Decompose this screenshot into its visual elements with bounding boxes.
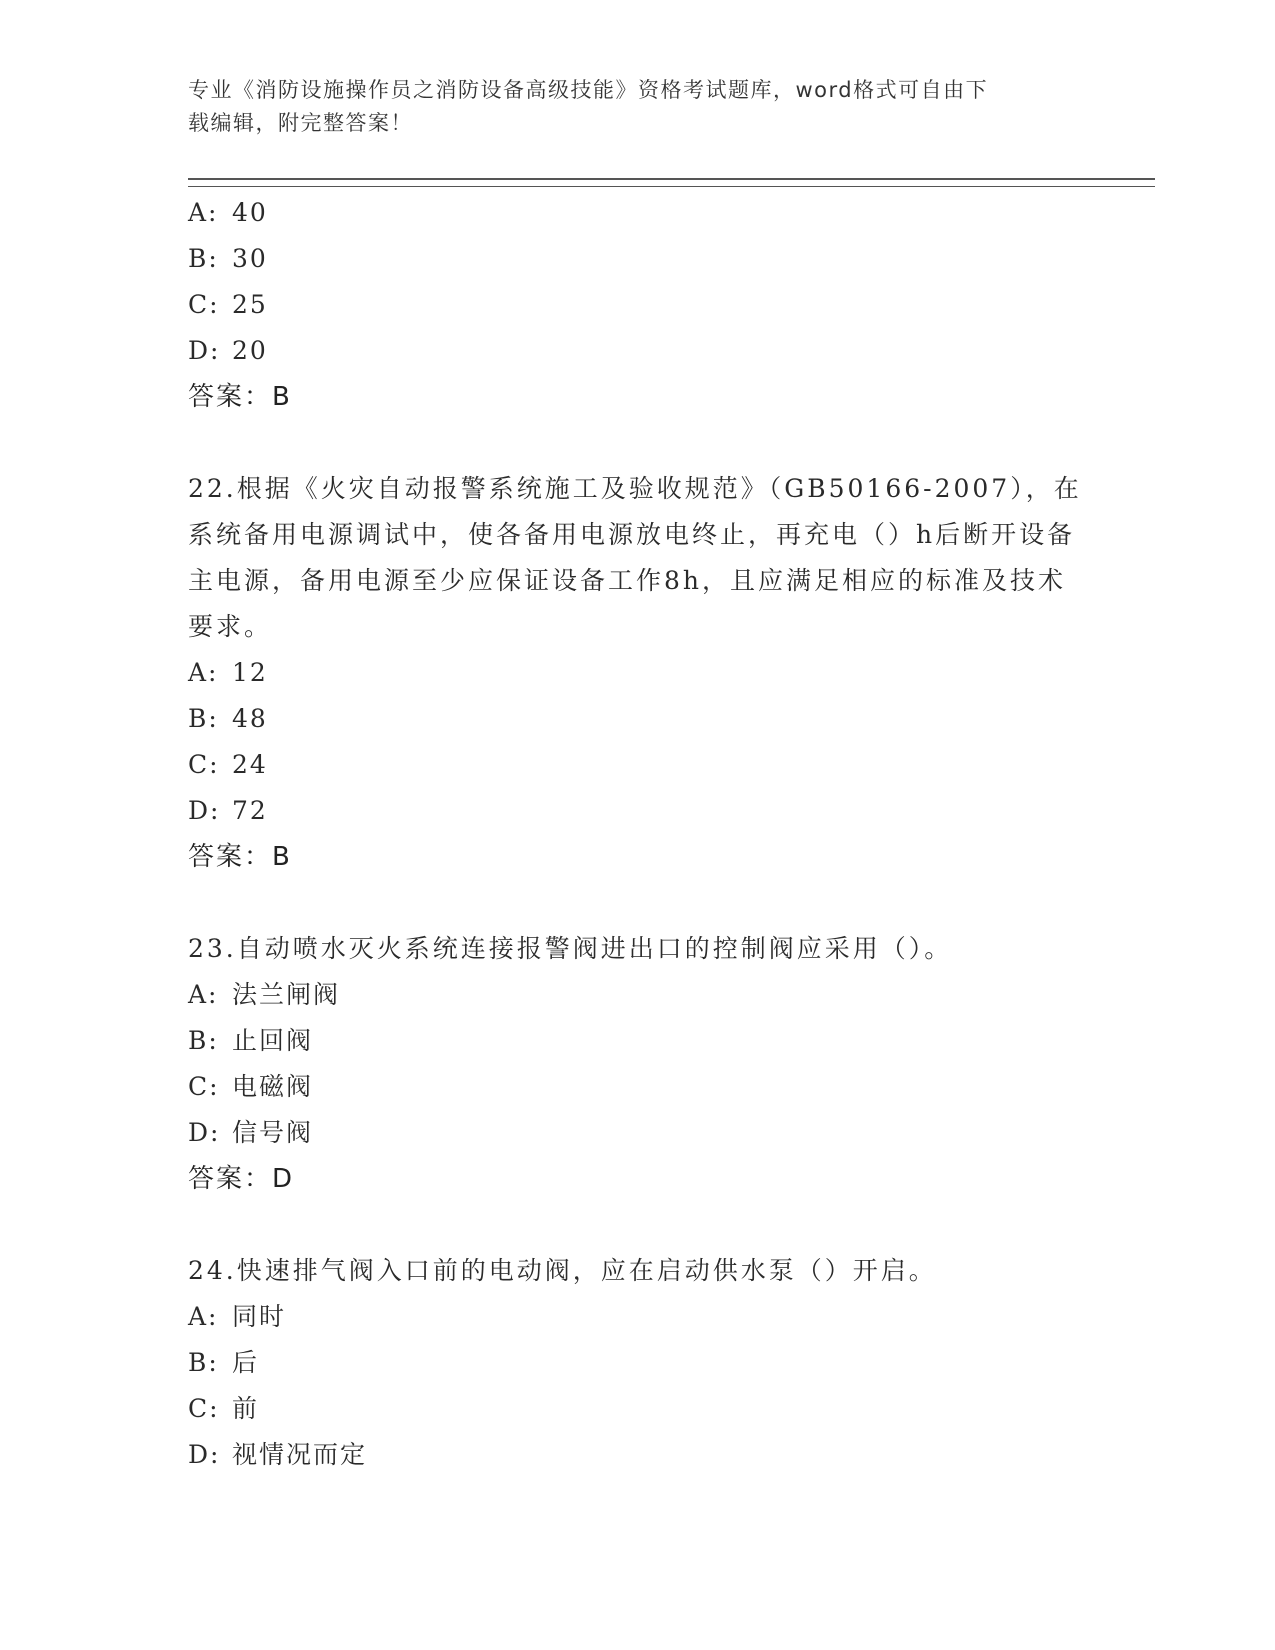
option-letter: B: bbox=[188, 1026, 219, 1055]
option-a bbox=[188, 972, 1088, 1018]
option-c bbox=[188, 1064, 1088, 1110]
option-d bbox=[188, 1110, 1088, 1156]
option-text: 电磁阀 bbox=[232, 1072, 314, 1101]
option-text: 20 bbox=[232, 336, 268, 365]
question-23 bbox=[188, 926, 1088, 1202]
question-stem: 23.自动喷水灭火系统连接报警阀进出口的控制阀应采用（）。 bbox=[188, 934, 953, 963]
option-a bbox=[188, 650, 1088, 696]
option-letter: D: bbox=[188, 1118, 221, 1147]
option-c bbox=[188, 1386, 1088, 1432]
option-b bbox=[188, 1018, 1088, 1064]
option-text: 24 bbox=[232, 750, 268, 779]
option-c bbox=[188, 282, 1088, 328]
option-d bbox=[188, 328, 1088, 374]
option-letter: D: bbox=[188, 796, 221, 825]
header-line-2: 载编辑，附完整答案！ bbox=[188, 111, 413, 135]
option-letter: D: bbox=[188, 1440, 221, 1469]
header-line-1: 专业《消防设施操作员之消防设备高级技能》资格考试题库，word格式可自由下 bbox=[188, 78, 989, 102]
option-letter: B: bbox=[188, 704, 219, 733]
option-letter: C: bbox=[188, 750, 220, 779]
question-stem: 24.快速排气阀入口前的电动阀，应在启动供水泵（）开启。 bbox=[188, 1256, 937, 1285]
option-text: 前 bbox=[232, 1394, 260, 1423]
option-b bbox=[188, 1340, 1088, 1386]
option-text: 48 bbox=[232, 704, 268, 733]
option-d bbox=[188, 788, 1088, 834]
option-text: 同时 bbox=[232, 1302, 287, 1331]
option-text: 40 bbox=[232, 198, 268, 227]
option-b bbox=[188, 236, 1088, 282]
option-letter: A: bbox=[188, 1302, 219, 1331]
option-letter: C: bbox=[188, 290, 220, 319]
option-letter: C: bbox=[188, 1072, 220, 1101]
option-letter: D: bbox=[188, 336, 221, 365]
answer-line: 答案：D bbox=[188, 1164, 295, 1194]
option-letter: A: bbox=[188, 658, 219, 687]
option-letter: A: bbox=[188, 198, 219, 227]
option-text: 视情况而定 bbox=[232, 1440, 368, 1469]
page-header bbox=[188, 74, 1088, 140]
question-24 bbox=[188, 1248, 1088, 1478]
option-letter: C: bbox=[188, 1394, 220, 1423]
option-b bbox=[188, 696, 1088, 742]
option-c bbox=[188, 742, 1088, 788]
option-text: 后 bbox=[232, 1348, 260, 1377]
answer-line: 答案：B bbox=[188, 842, 292, 872]
option-letter: B: bbox=[188, 244, 219, 273]
option-letter: B: bbox=[188, 1348, 219, 1377]
option-text: 12 bbox=[232, 658, 268, 687]
header-divider bbox=[188, 178, 1155, 187]
question-22 bbox=[188, 466, 1088, 880]
option-a bbox=[188, 190, 1088, 236]
question-list bbox=[188, 190, 1088, 1524]
option-a bbox=[188, 1294, 1088, 1340]
question-21 bbox=[188, 190, 1088, 420]
option-text: 信号阀 bbox=[232, 1118, 314, 1147]
option-text: 法兰闸阀 bbox=[232, 980, 341, 1009]
option-text: 30 bbox=[232, 244, 268, 273]
option-text: 止回阀 bbox=[232, 1026, 314, 1055]
option-text: 72 bbox=[232, 796, 268, 825]
option-d bbox=[188, 1432, 1088, 1478]
answer-line: 答案：B bbox=[188, 382, 292, 412]
option-letter: A: bbox=[188, 980, 219, 1009]
option-text: 25 bbox=[232, 290, 268, 319]
question-stem: 22.根据《火灾自动报警系统施工及验收规范》（GB50166-2007），在系统备用电源调试中，使各备用电源放电终止，再充电（）h后断开设备主电源，备用电源至少应保证设备工作8h，且应满足相应的标准及技术要求。 bbox=[188, 474, 1082, 641]
